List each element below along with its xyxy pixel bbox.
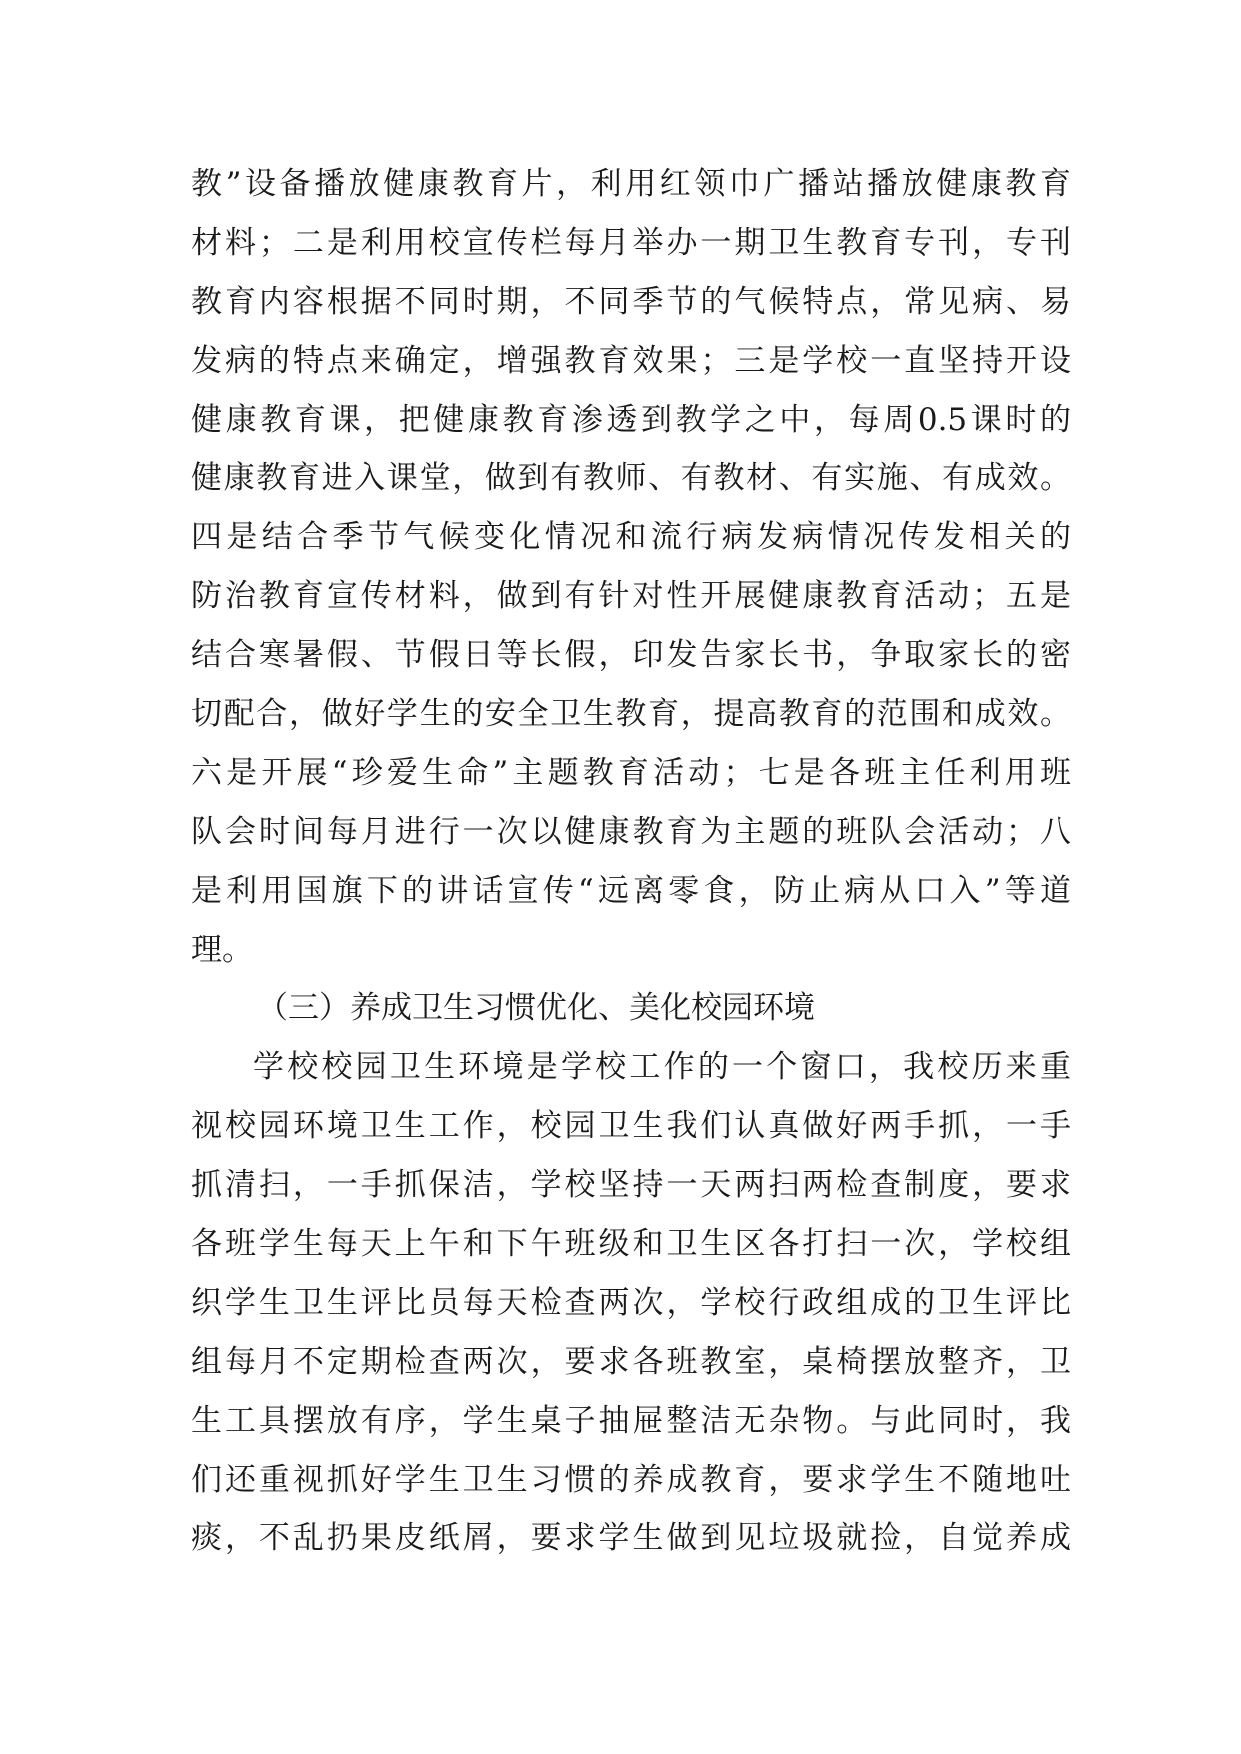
paragraph-line: 六是开展“珍爱生命”主题教育活动；七是各班主任利用班 [191, 754, 1071, 791]
paragraph-line: 队会时间每月进行一次以健康教育为主题的班队会活动；八 [191, 813, 1071, 850]
paragraph-line: 是利用国旗下的讲话宣传“远离零食，防止病从口入”等道 [191, 872, 1071, 909]
paragraph-line: 教”设备播放健康教育片，利用红领巾广播站播放健康教育 [191, 166, 1071, 202]
paragraph-line: 材料；二是利用校宣传栏每月举办一期卫生教育专刊，专刊 [191, 224, 1071, 261]
paragraph-line: 痰，不乱扔果皮纸屑，要求学生做到见垃圾就捡，自觉养成 [191, 1520, 1071, 1557]
document-body [191, 155, 1071, 1568]
paragraph-line: 四是结合季节气候变化情况和流行病发病情况传发相关的 [191, 519, 1071, 556]
paragraph-line: 健康教育进入课堂，做到有教师、有教材、有实施、有成效。 [191, 460, 1071, 497]
paragraph-line: 视校园环境卫生工作，校园卫生我们认真做好两手抓，一手 [191, 1108, 1071, 1145]
paragraph-line: 教育内容根据不同时期，不同季节的气候特点，常见病、易 [191, 283, 1071, 320]
section-heading: （三）养成卫生习惯优化、美化校园环境 [257, 990, 815, 1027]
paragraph-line: 防治教育宣传材料，做到有针对性开展健康教育活动；五是 [191, 578, 1071, 615]
paragraph-line: 抓清扫，一手抓保洁，学校坚持一天两扫两检查制度，要求 [191, 1167, 1071, 1204]
paragraph-line: 健康教育课，把健康教育渗透到教学之中，每周0.5课时的 [191, 401, 1071, 438]
paragraph-line: 结合寒暑假、节假日等长假，印发告家长书，争取家长的密 [191, 637, 1071, 674]
paragraph-line: 发病的特点来确定，增强教育效果；三是学校一直坚持开设 [191, 342, 1071, 379]
paragraph-line: 织学生卫生评比员每天检查两次，学校行政组成的卫生评比 [191, 1284, 1071, 1321]
paragraph-line: 切配合，做好学生的安全卫生教育，提高教育的范围和成效。 [191, 696, 1071, 733]
paragraph-line: 们还重视抓好学生卫生习惯的养成教育，要求学生不随地吐 [191, 1461, 1071, 1498]
paragraph-line: 各班学生每天上午和下午班级和卫生区各打扫一次，学校组 [191, 1226, 1071, 1263]
paragraph-line: 组每月不定期检查两次，要求各班教室，桌椅摆放整齐，卫 [191, 1343, 1071, 1380]
paragraph-line: 学校校园卫生环境是学校工作的一个窗口，我校历来重 [253, 1049, 1071, 1086]
paragraph-line: 生工具摆放有序，学生桌子抽屉整洁无杂物。与此同时，我 [191, 1402, 1071, 1439]
paragraph-line: 理。 [191, 931, 253, 968]
